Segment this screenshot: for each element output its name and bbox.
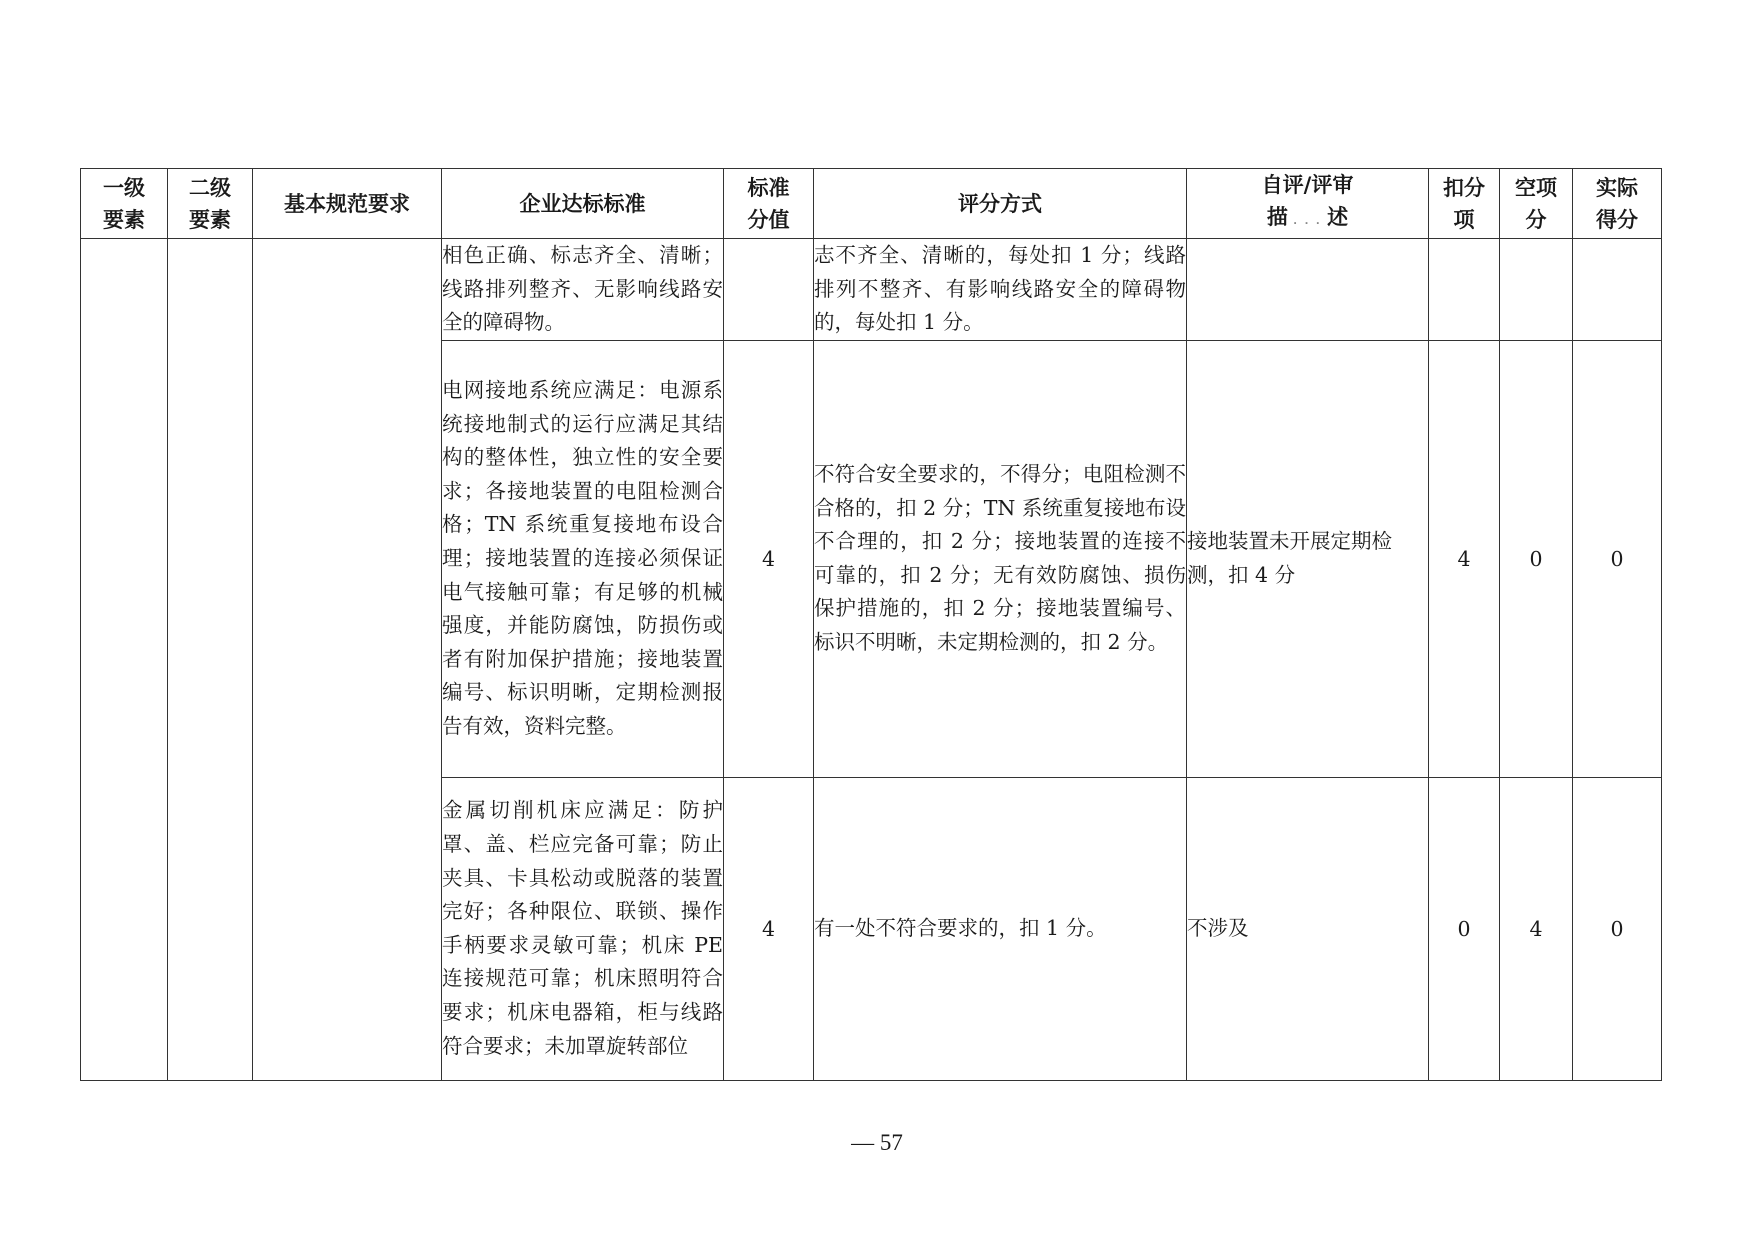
actual-cell: 0 — [1573, 340, 1662, 777]
actual-cell: 0 — [1573, 777, 1662, 1080]
header-standard: 企业达标标准 — [442, 169, 724, 239]
header-scoring-method: 评分方式 — [814, 169, 1187, 239]
header-level2: 二级 要素 — [168, 169, 253, 239]
header-row — [81, 169, 1662, 239]
empty-cell: 4 — [1500, 777, 1573, 1080]
standard-cell: 相色正确、标志齐全、清晰；线路排列整齐、无影响线路安全的障碍物。 — [442, 239, 724, 341]
description-cell: 接地装置未开展定期检测，扣 4 分 — [1187, 340, 1429, 777]
scoring-table — [80, 168, 1662, 1081]
header-deduct: 扣分 项 — [1429, 169, 1500, 239]
deduct-cell: 4 — [1429, 340, 1500, 777]
page-number: — 57 — [851, 1130, 903, 1155]
description-cell — [1187, 239, 1429, 341]
deduct-cell: 0 — [1429, 777, 1500, 1080]
empty-cell — [1500, 239, 1573, 341]
score-value-cell — [724, 239, 814, 341]
header-level1: 一级 要素 — [81, 169, 168, 239]
actual-cell — [1573, 239, 1662, 341]
level2-cell — [168, 239, 253, 1081]
method-cell: 志不齐全、清晰的，每处扣 1 分；线路排列不整齐、有影响线路安全的障碍物的，每处扣 1 分。 — [814, 239, 1187, 341]
standard-cell: 电网接地系统应满足：电源系统接地制式的运行应满足其结构的整体性，独立性的安全要求；各接地装置的电阻检测合格；TN 系统重复接地布设合理；接地装置的连接必须保证电气接触可靠；有足够的机械强度，并能防腐蚀，防损伤或者有附加保护措施；接地装置编号、标识明晰，定期检测报告有效，资料完整。 — [442, 340, 724, 777]
method-cell: 有一处不符合要求的，扣 1 分。 — [814, 777, 1187, 1080]
header-score-value: 标准 分值 — [724, 169, 814, 239]
header-description: 自评/评审 描 . . . 述 — [1187, 169, 1429, 239]
empty-cell: 0 — [1500, 340, 1573, 777]
basic-requirement-cell — [253, 239, 442, 1081]
method-cell: 不符合安全要求的，不得分；电阻检测不合格的，扣 2 分；TN 系统重复接地布设不合理的，扣 2 分；接地装置的连接不可靠的，扣 2 分；无有效防腐蚀、损伤保护措施的，扣 2 分；接地装置编号、标识不明晰，未定期检测的，扣 2 分。 — [814, 340, 1187, 777]
standard-cell: 金属切削机床应满足：防护罩、盖、栏应完备可靠；防止夹具、卡具松动或脱落的装置完好；各种限位、联锁、操作手柄要求灵敏可靠；机床 PE 连接规范可靠；机床照明符合要求；机床电器箱，柜与线路符合要求；未加罩旋转部位 — [442, 777, 724, 1080]
level1-cell — [81, 239, 168, 1081]
header-basic-requirement: 基本规范要求 — [253, 169, 442, 239]
header-actual: 实际 得分 — [1573, 169, 1662, 239]
table-row — [81, 239, 1662, 341]
score-value-cell: 4 — [724, 777, 814, 1080]
header-empty: 空项 分 — [1500, 169, 1573, 239]
score-value-cell: 4 — [724, 340, 814, 777]
description-cell: 不涉及 — [1187, 777, 1429, 1080]
deduct-cell — [1429, 239, 1500, 341]
